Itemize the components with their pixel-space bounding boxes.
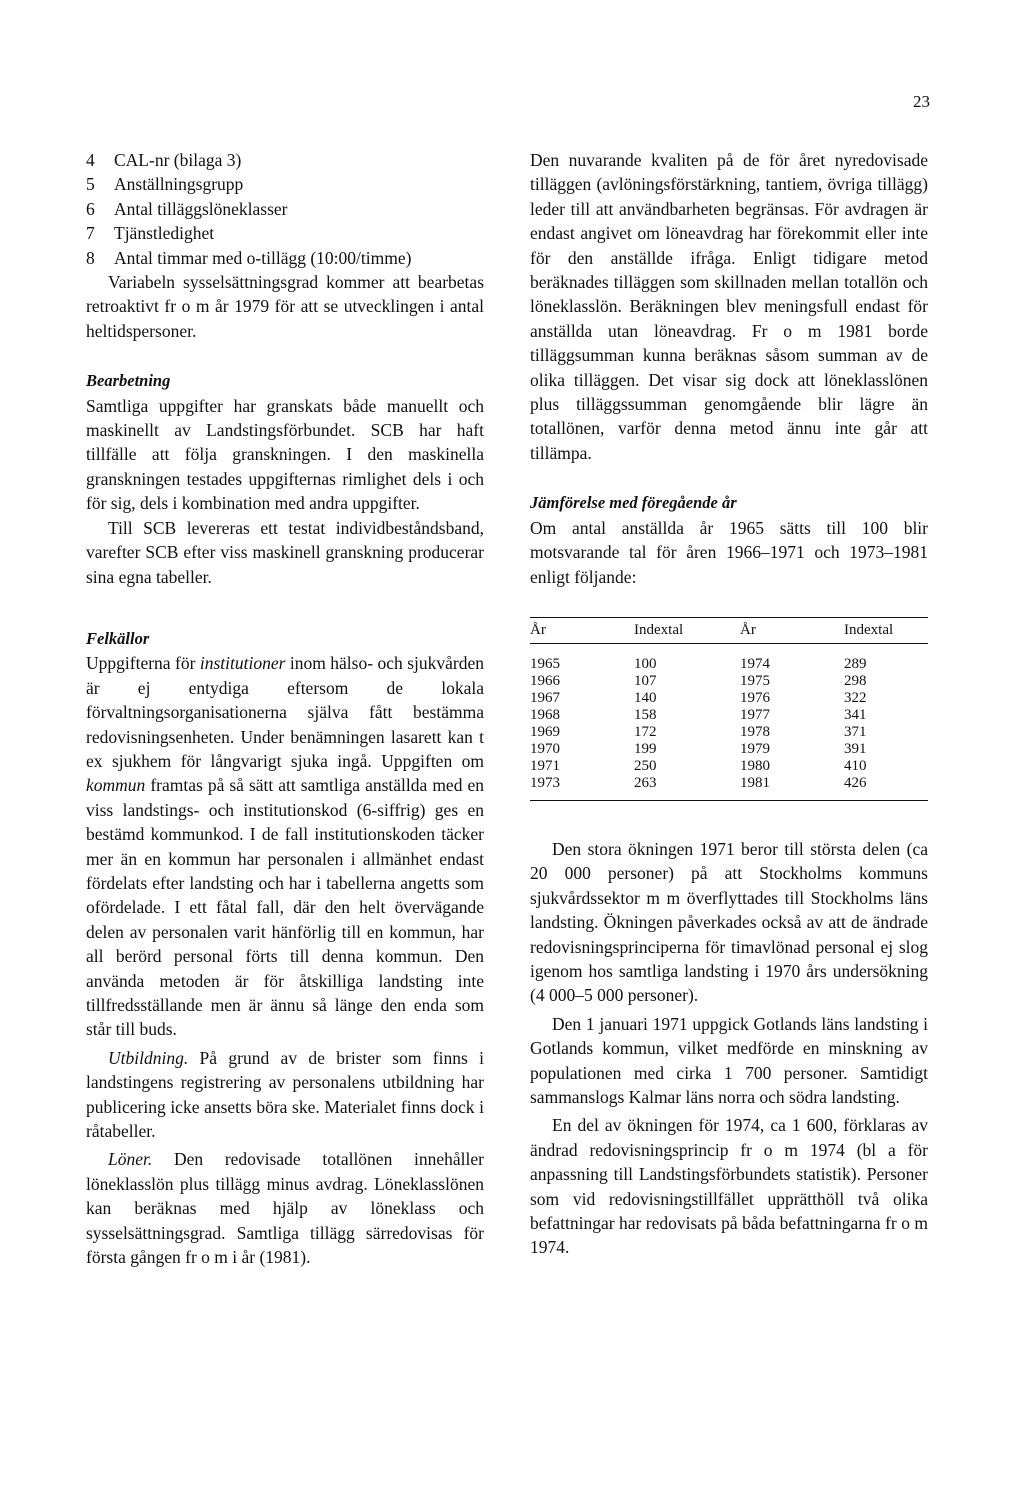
list-item bbox=[86, 197, 484, 221]
table-cell: 1978 bbox=[740, 723, 770, 740]
table-cell: 263 bbox=[634, 775, 740, 801]
table-cell: 158 bbox=[634, 706, 657, 723]
table-cell: 1975 bbox=[740, 672, 770, 689]
table-cell: 1965 bbox=[530, 655, 560, 672]
list-item bbox=[86, 246, 484, 270]
table-cell: 1970 bbox=[530, 740, 560, 757]
table-cell: 391 bbox=[844, 740, 867, 757]
right-column bbox=[530, 148, 928, 1260]
table-cell: 298 bbox=[844, 672, 867, 689]
list-item bbox=[86, 172, 484, 196]
section-heading-felkallor: Felkällor bbox=[86, 628, 150, 648]
table-cell: 107 bbox=[634, 672, 657, 689]
table-header: År bbox=[740, 617, 844, 643]
table-cell: 172 bbox=[634, 723, 657, 740]
table-cell: 1977 bbox=[740, 706, 770, 723]
list-text: Antal timmar med o-tillägg (10:00/timme) bbox=[114, 247, 412, 268]
table-row bbox=[530, 724, 928, 741]
left-column bbox=[86, 148, 484, 1269]
paragraph: Till SCB levereras ett testat individbeståndsband, varefter SCB efter viss maskinell granskning producerar sina egna tabeller. bbox=[86, 517, 484, 587]
table-cell: 410 bbox=[844, 757, 867, 774]
text-run: På grund av de brister som finns i landstingens registrering av personalens utbildning har publicering icke ansetts böra ske. Materialet finns dock i råtabeller. bbox=[86, 1047, 484, 1142]
table-cell: 1969 bbox=[530, 723, 560, 740]
paragraph: En del av ökningen för 1974, ca 1 600, förklaras av ändrad redovisningsprincip fr o m 1974 (bl a för anpassning till Landstingsförbundets statistik). Personer som vid redovisningstillfället upprätthöll två olika befattningar har redovisats på båda befattningarna fr o m 1974. bbox=[530, 1115, 928, 1258]
table-cell: 1966 bbox=[530, 672, 560, 689]
table-cell: 341 bbox=[844, 706, 867, 723]
list-text: Anställningsgrupp bbox=[114, 174, 244, 195]
list-number: 7 bbox=[86, 223, 95, 244]
table-cell: 1968 bbox=[530, 706, 560, 723]
table-cell: 1974 bbox=[740, 655, 770, 672]
paragraph: Samtliga uppgifter har granskats både manuellt och maskinellt av Landstingsförbundet. SCB har haft tillfälle att följa granskningen. I den maskinella granskningen testades uppgifternas rimlighet dels i och för sig, dels i kombination med andra uppgifter. bbox=[86, 395, 484, 514]
table-row bbox=[530, 707, 928, 724]
paragraph bbox=[86, 1147, 484, 1269]
table-row bbox=[530, 758, 928, 775]
paragraph bbox=[86, 651, 484, 1042]
table-cell: 1979 bbox=[740, 740, 770, 757]
list-text: Tjänstledighet bbox=[114, 223, 215, 244]
table-cell: 140 bbox=[634, 689, 657, 706]
table-cell: 1976 bbox=[740, 689, 770, 706]
table-header: Indextal bbox=[844, 617, 928, 643]
list-number: 5 bbox=[86, 174, 95, 195]
paragraph: Den 1 januari 1971 uppgick Gotlands läns landsting i Gotlands kommun, vilket medförde en minskning av populationen med cirka 1 700 personer. Samtidigt sammanslogs Kalmar läns norra och södra landsting. bbox=[530, 1013, 928, 1107]
list-text: Antal tilläggslöneklasser bbox=[114, 198, 288, 219]
list-number: 6 bbox=[86, 198, 95, 219]
list-text: CAL-nr (bilaga 3) bbox=[114, 150, 242, 170]
table-cell: 1973 bbox=[530, 775, 634, 801]
emphasis-text: Utbildning. bbox=[108, 1047, 189, 1068]
text-run: framtas på så sätt att samtliga anställda med en viss landstings- och institutionskod (6-siffrig) ges en bestämd kommunkod. I de fall institutionskoden täcker mer än en kommun har personalen i allmänhet endast fördelats efter landsting och har i tabellerna angetts som ofördelade. I ett fåtal fall, där den helt övervägande delen av personalen varit hänförlig till en kommun, har all berörd personal förts till denna kommun. Den använda metoden är för åtskilliga landsting inte tillfredsställande men är ännu så länge den enda som står till buds. bbox=[86, 775, 484, 1040]
table-header-row bbox=[530, 617, 928, 643]
section-heading-jamforelse: Jämförelse med föregående år bbox=[530, 493, 737, 513]
page-number: 23 bbox=[913, 92, 930, 111]
variable-paragraph: Variabeln sysselsättningsgrad kommer att bearbetas retroaktivt fr o m år 1979 för att se utvecklingen i antal heltidspersoner. bbox=[86, 272, 484, 341]
table-cell: 1967 bbox=[530, 689, 560, 706]
table-cell: 289 bbox=[844, 655, 867, 672]
paragraph: Den stora ökningen 1971 beror till största delen (ca 20 000 personer) på att Stockholms kommuns sjukvårdssektor m m överflyttades till Stockholms läns landsting. Ökningen påverkades också av att de ändrade redovisningsprinciperna för timavlönad personal ej slog igenom hos samtliga landsting i 1970 års undersökning (4 000–5 000 personer). bbox=[530, 838, 928, 1006]
table-row bbox=[530, 690, 928, 707]
table-row bbox=[530, 741, 928, 758]
emphasis-text: kommun bbox=[86, 775, 146, 796]
index-table bbox=[530, 617, 928, 801]
section-heading-bearbetning: Bearbetning bbox=[86, 371, 171, 391]
table-cell: 100 bbox=[634, 655, 657, 672]
variable-list bbox=[86, 148, 484, 270]
paragraph bbox=[86, 1046, 484, 1144]
table-row bbox=[530, 775, 928, 801]
table-cell: 1980 bbox=[740, 757, 770, 774]
paragraph: Den nuvarande kvaliten på de för året nyredovisade tilläggen (avlöningsförstärkning, tantiem, övriga tillägg) leder till att användbarheten begränsas. För avdragen är endast angivet om löneavdrag har förekommit eller inte för den anställde ifråga. Enligt tidigare metod beräknades tilläggen som skillnaden mellan totallön och löneklasslön. Beräkningen blev meningsfull endast för anställda utan löneavdrag. Fr o m 1981 borde tilläggsumman kunna beräknas såsom summan av de olika tilläggen. Det visar sig dock att löneklasslönen plus tilläggssumman genomgående blir lägre än totallönen, varför denna metod ännu inte går att tillämpa. bbox=[530, 150, 928, 463]
table-cell: 199 bbox=[634, 740, 657, 757]
table-cell: 322 bbox=[844, 689, 867, 706]
list-number: 4 bbox=[86, 150, 95, 170]
table-cell: 1971 bbox=[530, 757, 560, 774]
table-cell: 250 bbox=[634, 757, 657, 774]
text-run: Den redovisade totallönen innehåller löneklasslön plus tillägg minus avdrag. Löneklasslönen kan beräknas med hjälp av löneklass och sysselsättningsgrad. Samtliga tillägg särredovisas för första gången fr o m i år (1981). bbox=[86, 1149, 484, 1268]
list-item bbox=[86, 148, 484, 172]
text-run: inom hälso- och sjukvården är ej entydiga eftersom de lokala förvaltningsorganisationerna själva fått bestämma redovisningsenheten. Under benämningen lasarett kan t ex sjukhem för långvarigt sjuka ingå. Uppgiften om bbox=[86, 653, 484, 771]
list-item bbox=[86, 221, 484, 245]
list-number: 8 bbox=[86, 247, 95, 268]
emphasis-text: institutioner bbox=[199, 653, 286, 674]
emphasis-text: Löner. bbox=[108, 1149, 153, 1170]
table-row bbox=[530, 643, 928, 673]
table-cell: 1981 bbox=[740, 775, 844, 801]
table-cell: 426 bbox=[844, 775, 928, 801]
paragraph: Om antal anställda år 1965 sätts till 100 blir motsvarande tal för åren 1966–1971 och 1973–1981 enligt följande: bbox=[530, 517, 928, 587]
text-run: Uppgifterna för bbox=[86, 653, 200, 674]
table-row bbox=[530, 673, 928, 690]
table-header: År bbox=[530, 617, 634, 643]
table-cell: 371 bbox=[844, 723, 867, 740]
table-header: Indextal bbox=[634, 617, 740, 643]
